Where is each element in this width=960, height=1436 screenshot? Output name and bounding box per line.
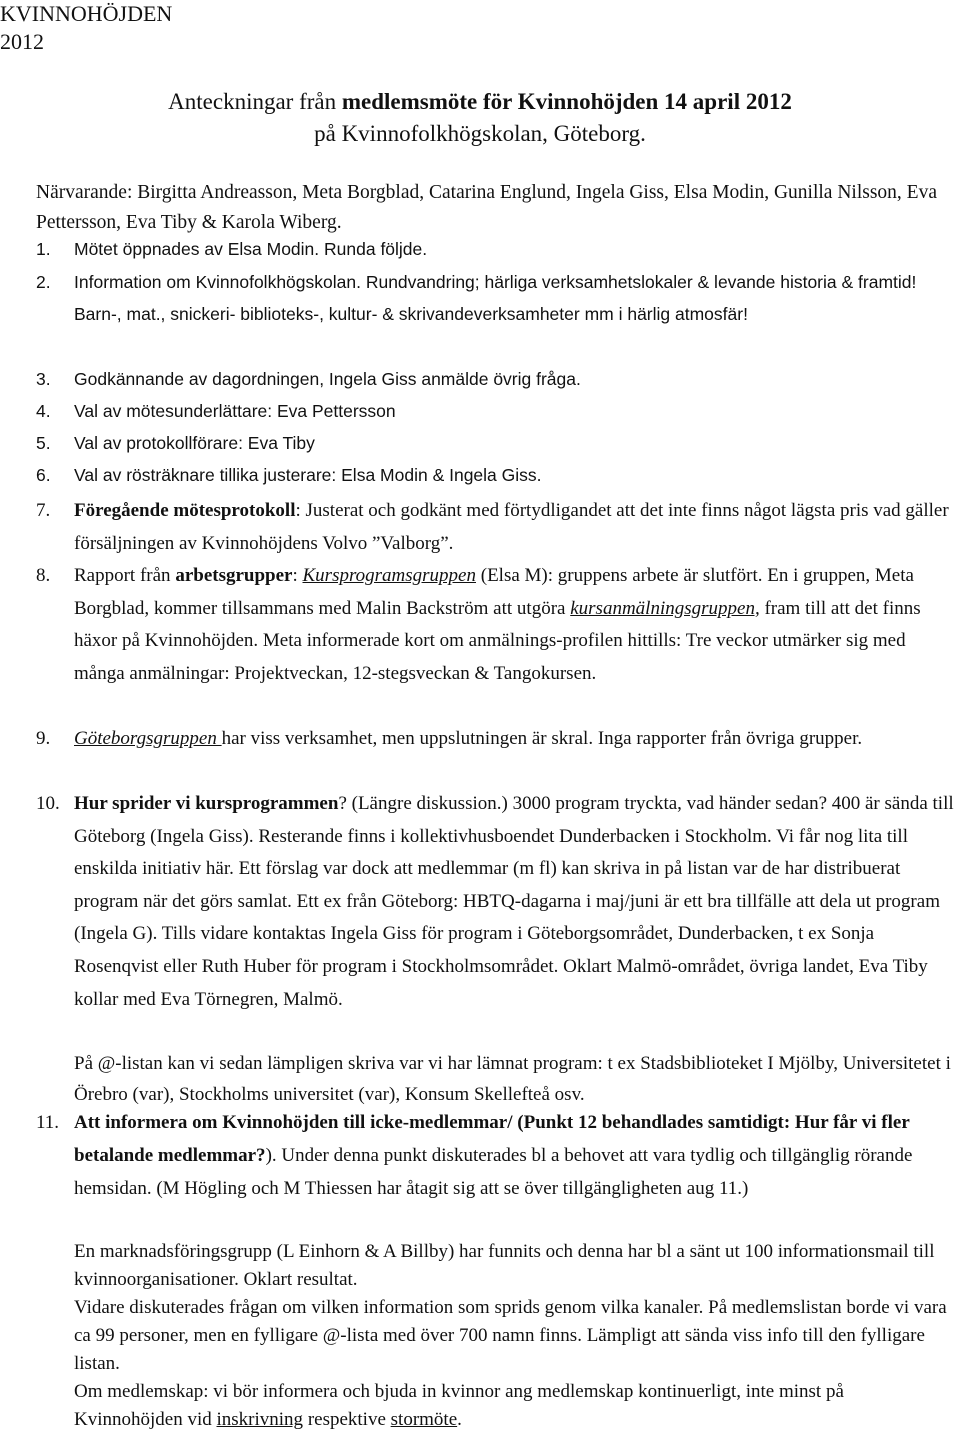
item-number: 9. — [36, 728, 51, 749]
item-11-paragraph-1: En marknadsföringsgrupp (L Einhorn & A Billby) har funnits och denna har bl a sänt ut 100 informationsmail till kvinnoorganisationer. Oklart resultat. — [74, 1241, 935, 1290]
item-body: Rapport från — [74, 565, 176, 586]
paragraph-text: Om medlemskap: vi bör informera och bjuda in kvinnor ang medlemskap kontinuerligt, inte minst på Kvinnohöjden vid — [74, 1381, 844, 1430]
agenda-item-9 — [36, 722, 958, 755]
item-body: : Justerat och godkänt med förtydligandet att det inte finns något lägsta pris vad gäller försäljningen av Kvinnohöjdens Volvo ”Valborg”. — [74, 500, 949, 554]
item-11-paragraph-3 — [74, 1378, 956, 1434]
item-number: 3. — [36, 369, 51, 389]
document-subtitle: på Kvinnofolkhögskolan, Göteborg. — [314, 121, 646, 146]
agenda-item-10 — [36, 788, 958, 1016]
attendees — [36, 178, 956, 238]
agenda-item-3 — [36, 364, 958, 395]
item-number: 8. — [36, 565, 51, 586]
paragraph-text: . — [457, 1409, 462, 1430]
agenda-item-1 — [36, 234, 958, 265]
item-number: 6. — [36, 465, 51, 485]
item-text: Godkännande av dagordningen, Ingela Giss anmälde övrig fråga. — [74, 369, 581, 389]
kursprogramsgruppen-link[interactable]: Kursprogramsgruppen — [302, 565, 476, 586]
header-year: 2012 — [0, 29, 44, 54]
item-heading: Föregående mötesprotokoll — [74, 500, 296, 521]
item-text — [74, 560, 958, 690]
item-number: 4. — [36, 401, 51, 421]
agenda-item-7 — [36, 494, 958, 560]
item-body: : — [292, 565, 303, 586]
item-body: (Elsa M): gruppens arbete är slutfört. En i gruppen, Meta Borgblad, kommer tillsammans med Malin Backström att utgöra — [74, 565, 914, 619]
item-text: Information om Kvinnofolkhögskolan. Rundvandring; härliga verksamhetslokaler & levande historia & framtid! Barn-, mat., snickeri- biblioteks-, kultur- & skrivandeverksamheter mm i härlig atmosfär! — [74, 272, 917, 324]
item-text: Mötet öppnades av Elsa Modin. Runda följde. — [74, 239, 428, 259]
item-number: 11. — [36, 1112, 60, 1133]
header-org-name: KVINNOHÖJDEN — [0, 1, 173, 26]
item-text — [74, 788, 958, 1016]
agenda-item-6 — [36, 460, 958, 491]
item-number: 1. — [36, 239, 51, 259]
item-heading: arbetsgrupper — [175, 565, 293, 586]
item-body: ? (Längre diskussion.) 3000 program tryckta, vad händer sedan? 400 är sända till Göteborg (Ingela Giss). Resterande finns i kollektivhusboendet Dunderbacken i Stockholm. Vi får nog lita till enskilda initiativ här. Ett förslag var dock att medlemmar (m fl) kan skriva in på listan var de har distribuerat program när det görs samlat. Ett ex från Göteborg: HBTQ-dagarna i maj/juni är ett bra tillfälle att dela ut program (Ingela G). Tills vidare kontaktas Ingela Giss för program i Göteborgsområdet, Dunderbacken, t ex Sonja Rosenqvist eller Ruth Huber för program i Stockholmsområdet. Oklart Malmö-området, övriga landet, Eva Tiby kollar med Eva Törnegren, Malmö. — [74, 793, 954, 1010]
item-11-paragraph-2: Vidare diskuterades frågan om vilken information som sprids genom vilka kanaler. På medlemslistan borde vi vara ca 99 personer, men en fylligare @-lista med över 700 namn finns. Lämpligt att sända viss info till den fylligare listan. — [74, 1297, 947, 1374]
title-prefix: Anteckningar från — [168, 89, 342, 114]
goteborgsgruppen-link[interactable]: Göteborgsgruppen — [74, 728, 222, 749]
agenda-item-2 — [36, 266, 958, 330]
item-number: 5. — [36, 433, 51, 453]
item-text: Val av rösträknare tillika justerare: Elsa Modin & Ingela Giss. — [74, 465, 542, 485]
item-number: 7. — [36, 500, 51, 521]
item-heading: Att informera om Kvinnohöjden till icke-medlemmar/ (Punkt 12 behandlades samtidigt: Hur får vi fler betalande medlemmar? — [74, 1112, 910, 1166]
agenda-item-8 — [36, 560, 958, 690]
agenda-item-11 — [36, 1106, 958, 1205]
inskrivning-link[interactable]: inskrivning — [216, 1409, 304, 1430]
agenda-item-5 — [36, 428, 958, 459]
item-body: fram till att det finns häxor på Kvinnohöjden. Meta informerade kort om anmälnings-profilen hittills: Tre veckor utmärker sig med många anmälningar: Projektveckan, 12-stegsveckan & Tangokursen. — [74, 597, 921, 684]
item-text — [74, 494, 958, 560]
stormote-link[interactable]: stormöte — [390, 1409, 458, 1430]
item-number: 10. — [36, 793, 60, 814]
title-bold: medlemsmöte för Kvinnohöjden 14 april 2012 — [341, 89, 792, 114]
item-body: har viss verksamhet, men uppslutningen är skral. Inga rapporter från övriga grupper. — [221, 728, 863, 749]
item-text: Val av mötesunderlättare: Eva Pettersson — [74, 401, 396, 421]
item-body: ). Under denna punkt diskuterades bl a behovet att vara tydlig och tillgänglig rörande hemsidan. (M Högling och M Thiessen har åtagit sig att se över tillgängligheten aug 11.) — [74, 1145, 913, 1199]
document-title — [0, 86, 960, 118]
item-text — [74, 722, 958, 755]
attendees-label: Närvarande — [36, 182, 127, 203]
attendees-text: : Birgitta Andreasson, Meta Borgblad, Catarina Englund, Ingela Giss, Elsa Modin, Gunilla Nilsson, Eva Pettersson, Eva Tiby & Karola Wiberg. — [36, 182, 938, 233]
item-number: 2. — [36, 272, 51, 292]
document-header — [0, 0, 172, 56]
paragraph-text: respektive — [303, 1409, 391, 1430]
item-10-paragraph: På @-listan kan vi sedan lämpligen skriva var vi har lämnat program: t ex Stadsbiblioteket I Mjölby, Universitetet i Örebro (var), Stockholms universitet (var), Konsum Skellefteå osv. — [74, 1053, 951, 1105]
kursanmalningsgruppen-link[interactable]: kursanmälningsgruppen, — [570, 597, 760, 619]
item-text — [74, 1106, 958, 1205]
item-heading: Hur sprider vi kursprogrammen — [74, 793, 339, 814]
agenda-item-4 — [36, 396, 958, 427]
item-text: Val av protokollförare: Eva Tiby — [74, 433, 315, 453]
